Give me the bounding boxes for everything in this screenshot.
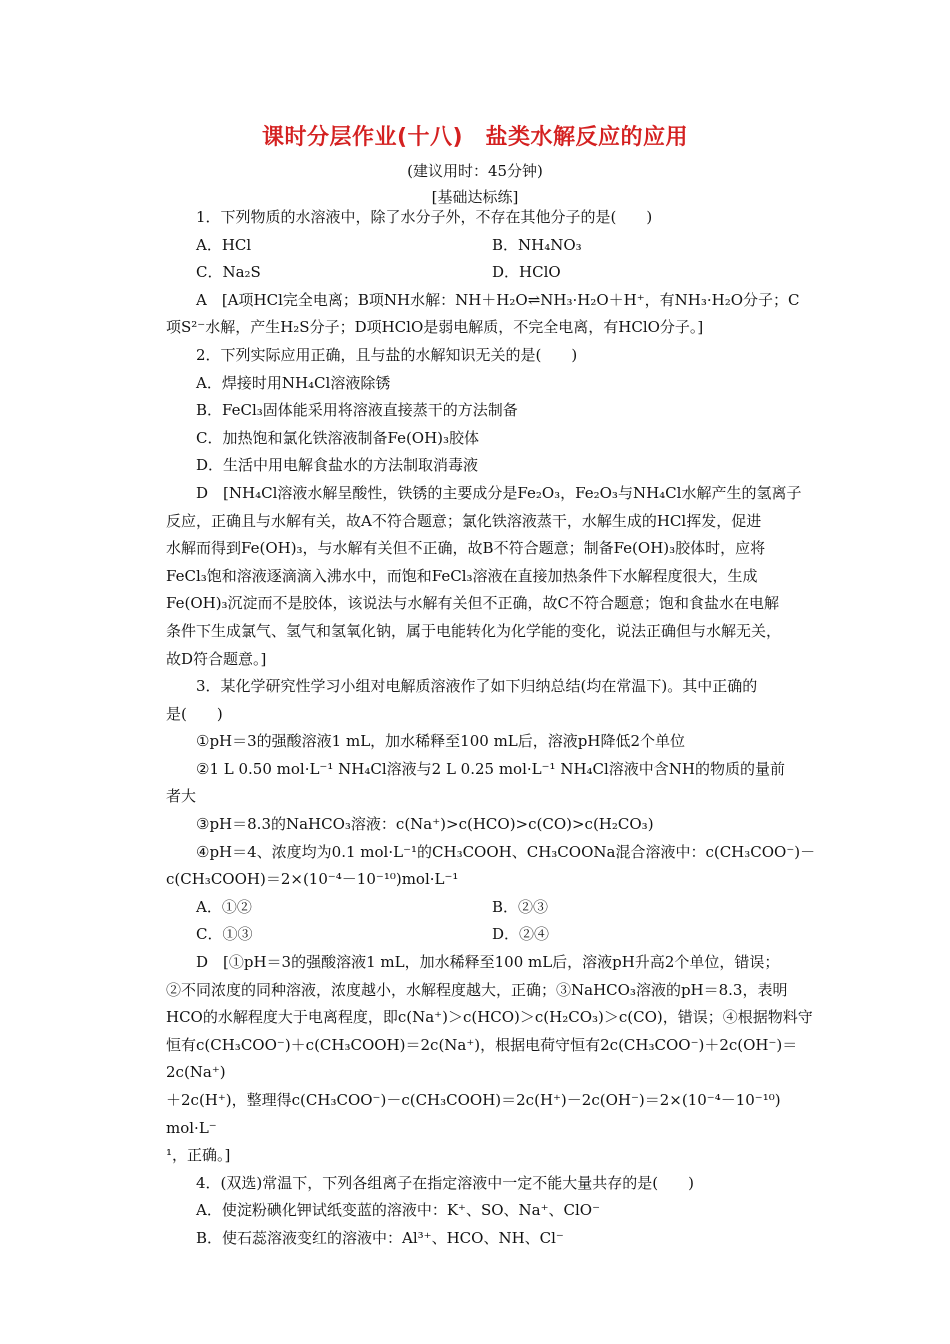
page-title: 课时分层作业(十八) 盐类水解反应的应用 (261, 125, 689, 150)
question-3-answer-line: 恒有c(CH₃COO⁻)＋c(CH₃COOH)＝2c(Na⁺)，根据电荷守恒有2c(CH₃COO⁻)＋2c(OH⁻)＝2c(Na⁺) (166, 1035, 798, 1082)
question-3-item-4-cont: c(CH₃COOH)＝2×(10⁻⁴－10⁻¹⁰)mol·L⁻¹ (166, 870, 459, 889)
document-body (166, 204, 818, 1253)
question-3-answer-line: ＋2c(H⁺)，整理得c(CH₃COO⁻)－c(CH₃COOH)＝2c(H⁺)－2c(OH⁻)＝2×(10⁻⁴－10⁻¹⁰) mol·L⁻ (166, 1091, 781, 1137)
question-1-answer-line: A [A项HCl完全电离；B项NH水解：NH＋H₂O⇌NH₃·H₂O＋H⁺，有NH₃·H₂O分子；C (196, 290, 800, 309)
question-1-option-b: B．NH₄NO₃ (492, 235, 582, 254)
question-4-stem: 4．(双选)常温下，下列各组离子在指定溶液中一定不能大量共存的是( ) (196, 1173, 694, 1192)
question-3-answer-line: HCO的水解程度大于电离程度，即c(Na⁺)＞c(HCO)＞c(H₂CO₃)＞c(CO)，错误；④根据物料守 (166, 1008, 813, 1027)
question-3-option-b: B．②③ (492, 897, 549, 916)
question-3-item-4: ④pH＝4、浓度均为0.1 mol·L⁻¹的CH₃COOH、CH₃COONa混合溶液中：c(CH₃COO⁻)－ (196, 842, 816, 861)
suggested-time: (建议用时：45分钟) (407, 162, 543, 180)
question-3-options-row-2 (166, 921, 818, 949)
question-4-option-b: B．使石蕊溶液变红的溶液中：Al³⁺、HCO、NH、Cl⁻ (196, 1228, 564, 1247)
question-1-options-row-2 (166, 259, 818, 287)
question-2-option-b: B．FeCl₃固体能采用将溶液直接蒸干的方法制备 (196, 401, 518, 420)
question-3-item-3: ③pH＝8.3的NaHCO₃溶液：c(Na⁺)>c(HCO)>c(CO)>c(H₂CO₃) (196, 815, 654, 834)
question-2-option-d: D．生活中用电解食盐水的方法制取消毒液 (196, 456, 479, 475)
question-2-answer-line: FeCl₃饱和溶液逐滴滴入沸水中，而饱和FeCl₃溶液在直接加热条件下水解程度很大，生成 (166, 566, 758, 585)
question-3-item-1: ①pH＝3的强酸溶液1 mL，加水稀释至100 mL后，溶液pH降低2个单位 (196, 732, 685, 751)
question-2-answer-line: D [NH₄Cl溶液水解呈酸性，铁锈的主要成分是Fe₂O₃，Fe₂O₃与NH₄Cl水解产生的氢离子 (196, 483, 802, 502)
question-3-option-d: D．②④ (492, 925, 550, 944)
question-2-option-a: A．焊接时用NH₄Cl溶液除锈 (196, 373, 391, 392)
question-3-answer-line: ¹，正确。] (166, 1146, 231, 1165)
question-1-option-c: C．Na₂S (196, 263, 261, 282)
question-1-answer-line: 项S²⁻水解，产生H₂S分子；D项HClO是弱电解质，不完全电离，有HClO分子。] (166, 318, 704, 337)
section-heading: [基础达标练] (431, 188, 519, 206)
question-3-stem-cont: 是( ) (166, 704, 223, 723)
question-3-option-a: A．①② (196, 897, 252, 916)
question-2-stem: 2．下列实际应用正确，且与盐的水解知识无关的是( ) (196, 345, 578, 364)
question-1-option-d: D．HClO (492, 263, 561, 282)
question-3-options-row-1 (166, 894, 818, 922)
question-2-option-c: C．加热饱和氯化铁溶液制备Fe(OH)₃胶体 (196, 428, 480, 447)
question-1-stem: 1．下列物质的水溶液中，除了水分子外，不存在其他分子的是( ) (196, 208, 653, 226)
question-3-item-2-cont: 者大 (166, 787, 197, 806)
question-3-option-c: C．①③ (196, 925, 253, 944)
question-1-options-row-1 (166, 232, 818, 260)
question-2-answer-line: Fe(OH)₃沉淀而不是胶体，该说法与水解有关但不正确，故C不符合题意；饱和食盐水在电解 (166, 594, 780, 613)
question-3-stem: 3．某化学研究性学习小组对电解质溶液作了如下归纳总结(均在常温下)。其中正确的 (196, 677, 758, 696)
question-3-answer-line: D [①pH＝3的强酸溶液1 mL，加水稀释至100 mL后，溶液pH升高2个单位，错误； (196, 953, 780, 972)
question-2-answer-line: 条件下生成氯气、氢气和氢氧化钠，属于电能转化为化学能的变化，说法正确但与水解无关， (166, 621, 782, 640)
question-4-option-a: A．使淀粉碘化钾试纸变蓝的溶液中：K⁺、SO、Na⁺、ClO⁻ (196, 1201, 601, 1220)
question-2-answer-line: 反应，正确且与水解有关，故A不符合题意；氯化铁溶液蒸干，水解生成的HCl挥发，促进 (166, 511, 762, 530)
question-1-option-a: A．HCl (196, 235, 252, 254)
question-2-answer-line: 水解而得到Fe(OH)₃，与水解有关但不正确，故B不符合题意；制备Fe(OH)₃胶体时，应将 (166, 539, 766, 558)
question-2-answer-line: 故D符合题意。] (166, 649, 267, 668)
question-3-item-2: ②1 L 0.50 mol·L⁻¹ NH₄Cl溶液与2 L 0.25 mol·L⁻¹ NH₄Cl溶液中含NH的物质的量前 (196, 759, 786, 778)
question-3-answer-line: ②不同浓度的同种溶液，浓度越小，水解程度越大，正确；③NaHCO₃溶液的pH＝8.3，表明 (166, 980, 788, 999)
